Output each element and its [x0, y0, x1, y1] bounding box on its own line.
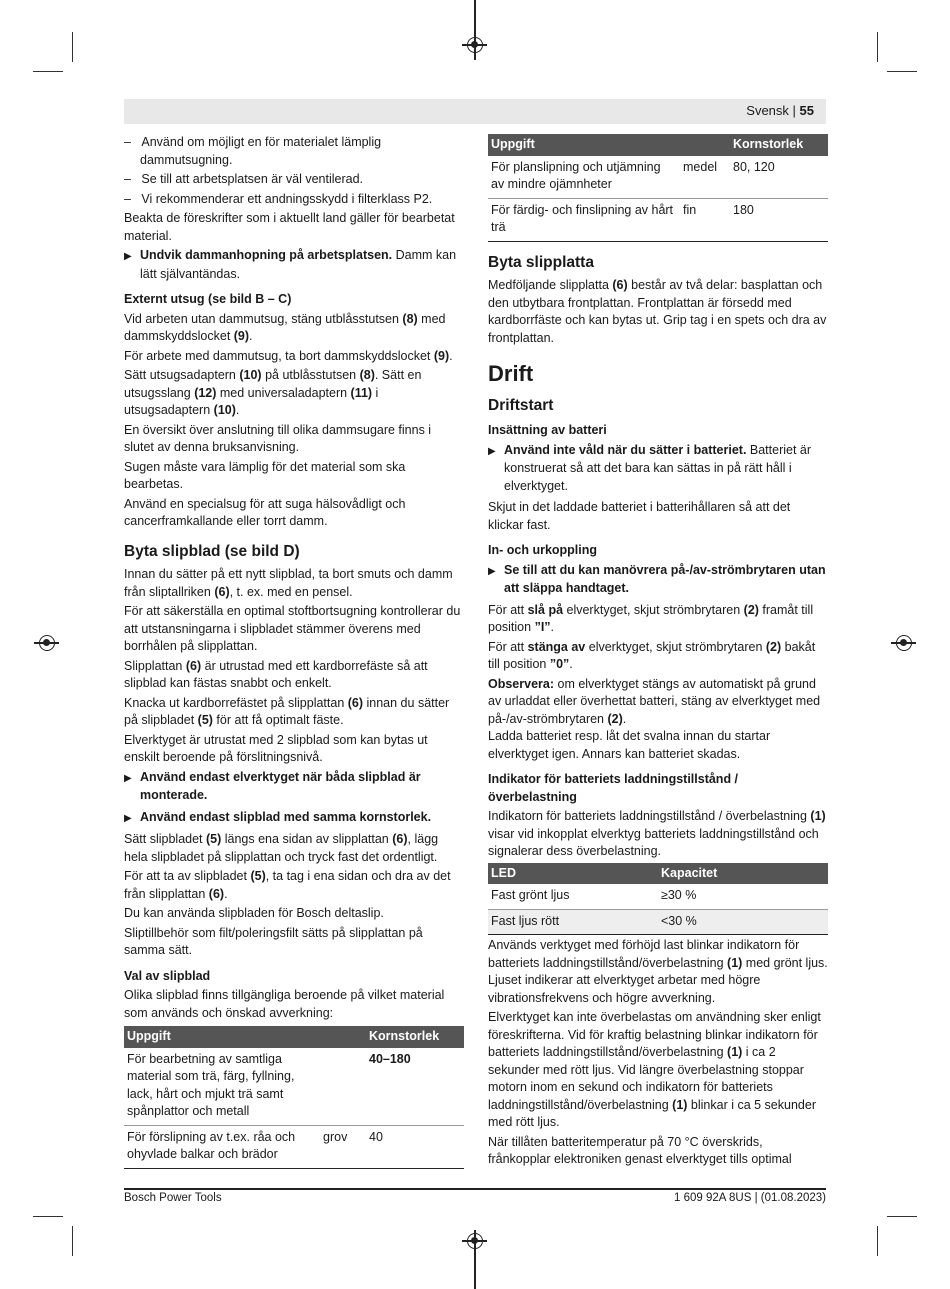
- table-header: LED: [488, 863, 658, 885]
- paragraph: Innan du sätter på ett nytt slipblad, ta bort smuts och damm från sliptallriken (6), t. ex. med en pensel.: [124, 567, 453, 599]
- section-heading: In- och urkoppling: [488, 543, 598, 557]
- warning-item: ▶ Använd inte våld när du sätter i batteriet. Batteriet är konstruerat så att det bara kan sättas in på rätt håll i elverktyget.: [488, 442, 828, 496]
- warning-item: ▶ Använd endast elverktyget när båda slipblad är monterade.: [124, 769, 464, 805]
- section-heading: Externt utsug (se bild B – C): [124, 292, 292, 306]
- table-row: För planslipning och utjämning av mindre ojämnheter medel 80, 120: [488, 156, 828, 199]
- right-column: [488, 134, 828, 1171]
- crop-mark: [72, 32, 73, 62]
- paragraph: Skjut in det laddade batteriet i batterihållaren så att det klickar fast.: [488, 500, 791, 532]
- paragraph: Medföljande slipplatta (6) består av två delar: basplattan och den utbytbara frontplattan. Frontplattan är försedd med kardborrfäste och kan bytas ut. Grip tag i en spets och dra av frontplattan.: [488, 278, 827, 345]
- paragraph: För att ta av slipbladet (5), ta tag i ena sidan och dra av det från slipplattan (6).: [124, 869, 451, 901]
- paragraph: Sugen måste vara lämplig för det material som ska bearbetas.: [124, 459, 406, 491]
- registration-mark-icon: [467, 1233, 483, 1249]
- chapter-heading: Drift: [488, 361, 534, 386]
- paragraph: Elverktyget kan inte överbelastas om användning sker enligt föreskrifterna. Vid för kraftig belastning blinkar indikatorn för batteriets laddningstillstånd/överbelastning (1) i ca 2 sekunder med rött ljus. Vid längre överbelastning stoppar motorn inom en sekund och indikatorn för batteriets laddningstillstånd/överbelastning (1) blinkar i ca 5 sekunder med rött ljus.: [488, 1010, 821, 1129]
- crop-mark: [877, 32, 878, 62]
- footer-right: 1 609 92A 8US | (01.08.2023): [674, 1192, 826, 1204]
- section-heading: Indikator för batteriets laddningstillstånd / överbelastning: [488, 772, 739, 804]
- section-heading: Byta slipplatta: [488, 253, 594, 271]
- list-item: – Använd om möjligt en för materialet lämplig dammutsugning.: [124, 135, 382, 167]
- crop-mark: [887, 1216, 917, 1217]
- footer-rule: [124, 1188, 826, 1190]
- paragraph: För att stänga av elverktyget, skjut strömbrytaren (2) bakåt till position ”0”.: [488, 639, 816, 671]
- table-row: Fast ljus rött <30 %: [488, 909, 828, 935]
- paragraph: Du kan använda slipbladen för Bosch deltaslip.: [124, 906, 384, 920]
- paragraph: För att slå på elverktyget, skjut strömbrytaren (2) framåt till position ”I”.: [488, 602, 814, 634]
- table-row: För bearbetning av samtliga material som trä, färg, fyllning, lack, hårt och mjukt trä samt spånplattor och metall 40–180: [124, 1048, 464, 1126]
- section-heading: Driftstart: [488, 396, 554, 414]
- warning-item: ▶ Använd endast slipblad med samma kornstorlek.: [124, 809, 464, 828]
- crop-mark: [33, 71, 63, 72]
- warning-item: ▶ Se till att du kan manövrera på-/av-strömbrytaren utan att släppa handtaget.: [488, 562, 828, 598]
- table-row: För förslipning av t.ex. råa och ohyvlade balkar och brädor grov 40: [124, 1125, 464, 1168]
- paragraph: Knacka ut kardborrefästet på slipplattan (6) innan du sätter på slipbladet (5) för att få optimalt fäste.: [124, 695, 450, 727]
- paragraph: Indikatorn för batteriets laddningstillstånd / överbelastning (1) visar vid inkopplat elverktyg batteriets laddningstillstånd och signalerar dess överbelastning.: [488, 809, 826, 858]
- crop-mark: [33, 1216, 63, 1217]
- paragraph: Sliptillbehör som filt/poleringsfilt sätts på slipplattan på samma sätt.: [124, 925, 423, 957]
- table-header: Uppgift: [488, 134, 730, 156]
- table-header: Kapacitet: [658, 863, 828, 885]
- section-heading: Insättning av batteri: [488, 423, 607, 437]
- paragraph: Sätt slipbladet (5) längs ena sidan av slipplattan (6), lägg hela slipbladet på slipplattan och tryck fast det ordentligt.: [124, 832, 439, 864]
- list-item: – Vi rekommenderar ett andningsskydd i filterklass P2.: [124, 191, 433, 206]
- list-item: – Se till att arbetsplatsen är väl ventilerad.: [124, 172, 364, 186]
- paragraph: Används verktyget med förhöjd last blinkar indikatorn för batteriets laddningstillstånd/överbelastning (1) med grönt ljus. Ljuset indikerar att elverktyget arbetar med högre vibrationsfrekvens och högre avverkning.: [488, 938, 828, 1005]
- crop-mark: [887, 71, 917, 72]
- section-heading: Byta slipblad (se bild D): [124, 542, 300, 560]
- grit-table: [124, 1026, 464, 1169]
- grit-table-continued: [488, 134, 828, 242]
- crop-mark: [72, 1226, 73, 1256]
- registration-mark-icon: [467, 37, 483, 53]
- paragraph: För att säkerställa en optimal stoftbortsugning kontrollerar du att utstansningarna i slipbladet stämmer överens med borrhålen på slipplattan.: [124, 604, 461, 653]
- paragraph: Vid arbeten utan dammutsug, stäng utblåsstutsen (8) med dammskyddslocket (9).: [124, 311, 446, 343]
- paragraph: En översikt över anslutning till olika dammsugare finns i slutet av denna bruksanvisning.: [124, 422, 432, 454]
- paragraph: Olika slipblad finns tillgängliga beroende på vilket material som används och önskad avverkning:: [124, 988, 445, 1020]
- paragraph: Observera: om elverktyget stängs av automatiskt på grund av urladdat eller överhettat batteri, stäng av elverktyget med på-/av-strömbrytaren (2).: [488, 676, 821, 726]
- section-heading: Val av slipblad: [124, 968, 211, 983]
- crop-mark: [877, 1226, 878, 1256]
- registration-mark-icon: [39, 635, 55, 651]
- paragraph: Slipplattan (6) är utrustad med ett kardborrefäste så att slipblad kan fästas snabbt och enkelt.: [124, 658, 428, 690]
- table-header: Uppgift: [124, 1026, 366, 1048]
- paragraph: Beakta de föreskrifter som i aktuellt land gäller för bearbetat material.: [124, 211, 455, 243]
- paragraph: För arbete med dammutsug, ta bort dammskyddslocket (9).: [124, 348, 453, 363]
- table-row: Fast grönt ljus ≥30 %: [488, 884, 828, 909]
- registration-mark-icon: [896, 635, 912, 651]
- paragraph: Använd en specialsug för att suga hälsovådligt och cancerframkallande eller torrt damm.: [124, 496, 406, 528]
- table-header: Kornstorlek: [366, 1026, 464, 1048]
- left-column: [124, 134, 464, 1175]
- footer-left: Bosch Power Tools: [124, 1192, 222, 1204]
- paragraph: Sätt utsugsadaptern (10) på utblåsstutsen (8). Sätt en utsugsslang (12) med universaladaptern (11) i utsugsadaptern (10).: [124, 368, 422, 417]
- paragraph: När tillåten batteritemperatur på 70 °C överskrids, frånkopplar elektroniken genast elverktyget tills optimal: [488, 1134, 792, 1166]
- table-header: Kornstorlek: [730, 134, 828, 156]
- warning-item: ▶ Undvik dammanhopning på arbetsplatsen. Damm kan lätt självantändas.: [124, 247, 464, 283]
- page-header: Svensk | 55: [746, 103, 814, 118]
- header-bar: [124, 99, 826, 124]
- paragraph: Ladda batteriet resp. låt det svalna innan du startar elverktyget igen. Annars kan batteriet skadas.: [488, 729, 771, 761]
- paragraph: Elverktyget är utrustat med 2 slipblad som kan bytas ut enskilt beroende på förslitningsnivå.: [124, 732, 428, 764]
- led-table: [488, 863, 828, 936]
- table-row: För färdig- och finslipning av hårt trä fin 180: [488, 198, 828, 241]
